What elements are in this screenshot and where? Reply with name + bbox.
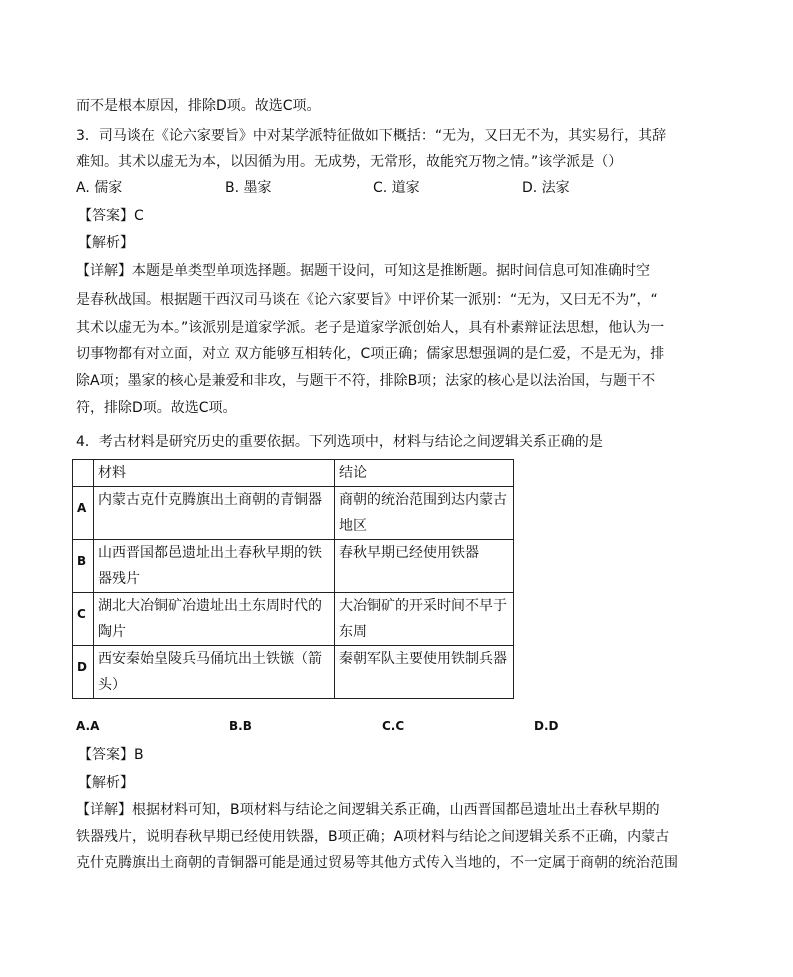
row-label: B bbox=[73, 540, 94, 593]
q3-stem-line1: 3．司马谈在《论六家要旨》中对某学派特征做如下概括：“无为，又曰无不为，其实易行，其辞 bbox=[76, 128, 667, 144]
q4-option-a: A.A bbox=[76, 719, 100, 733]
row-conclusion: 春秋早期已经使用铁器 bbox=[335, 540, 514, 593]
q3-detail-line2: 是春秋战国。根据题干西汉司马谈在《论六家要旨》中评价某一派别：“无为，又曰无不为”，“ bbox=[76, 292, 658, 308]
q4-detail-line3: 克什克腾旗出土商朝的青铜器可能是通过贸易等其他方式传入当地的，不一定属于商朝的统治范围 bbox=[76, 855, 678, 871]
q3-detail-line6: 符，排除D项。故选C项。 bbox=[76, 400, 237, 416]
table-row bbox=[73, 540, 514, 593]
row-conclusion: 秦朝军队主要使用铁制兵器 bbox=[335, 646, 514, 699]
q3-detail-line5: 除A项；墨家的核心是兼爱和非攻，与题干不符，排除B项；法家的核心是以法治国，与题干不 bbox=[76, 373, 656, 389]
q3-detail-line3: 其术以虚无为本。”该派别是道家学派。老子是道家学派创始人，具有朴素辩证法思想，他认为一 bbox=[76, 320, 665, 336]
q3-analysis-label: 【解析】 bbox=[78, 235, 134, 251]
q3-answer: 【答案】C bbox=[78, 208, 144, 224]
row-conclusion: 大冶铜矿的开采时间不早于东周 bbox=[335, 593, 514, 646]
row-label: A bbox=[73, 487, 94, 540]
row-material: 山西晋国都邑遗址出土春秋早期的铁器残片 bbox=[94, 540, 335, 593]
table-row bbox=[73, 646, 514, 699]
table-row bbox=[73, 487, 514, 540]
row-material: 内蒙古克什克腾旗出土商朝的青铜器 bbox=[94, 487, 335, 540]
q3-option-d: D. 法家 bbox=[522, 180, 570, 196]
q4-detail-line2: 铁器残片，说明春秋早期已经使用铁器，B项正确；A项材料与结论之间逻辑关系不正确，内蒙古 bbox=[76, 829, 670, 845]
q4-option-d: D.D bbox=[534, 719, 559, 733]
q4-analysis-label: 【解析】 bbox=[78, 775, 134, 791]
table-header-material: 材料 bbox=[94, 460, 335, 487]
row-label: C bbox=[73, 593, 94, 646]
table-header-blank bbox=[73, 460, 94, 487]
intro-line: 而不是根本原因，排除D项。故选C项。 bbox=[76, 98, 321, 114]
q4-detail-line1: 【详解】根据材料可知，B项材料与结论之间逻辑关系正确，山西晋国都邑遗址出土春秋早期的 bbox=[76, 802, 660, 818]
table-row bbox=[73, 593, 514, 646]
q3-detail-line1: 【详解】本题是单类型单项选择题。据题干设问，可知这是推断题。据时间信息可知准确时空 bbox=[76, 263, 650, 279]
row-material: 西安秦始皇陵兵马俑坑出土铁镞（箭头） bbox=[94, 646, 335, 699]
q4-table bbox=[72, 459, 514, 699]
q3-detail-line4: 切事物都有对立面，对立 双方能够互相转化，C项正确；儒家思想强调的是仁爱，不是无为，排 bbox=[76, 346, 665, 362]
q4-option-b: B.B bbox=[229, 719, 252, 733]
table-header-conclusion: 结论 bbox=[335, 460, 514, 487]
q3-option-b: B. 墨家 bbox=[225, 180, 272, 196]
table-header-row bbox=[73, 460, 514, 487]
q4-answer: 【答案】B bbox=[78, 747, 144, 763]
q4-stem: 4．考古材料是研究历史的重要依据。下列选项中，材料与结论之间逻辑关系正确的是 bbox=[76, 434, 603, 450]
q4-option-c: C.C bbox=[382, 719, 405, 733]
row-label: D bbox=[73, 646, 94, 699]
q3-stem-line2: 难知。其术以虚无为本，以因循为用。无成势，无常形，故能究万物之情。”该学派是（） bbox=[76, 154, 623, 170]
row-material: 湖北大冶铜矿冶遗址出土东周时代的陶片 bbox=[94, 593, 335, 646]
q3-option-c: C. 道家 bbox=[373, 180, 420, 196]
row-conclusion: 商朝的统治范围到达内蒙古地区 bbox=[335, 487, 514, 540]
q3-option-a: A. 儒家 bbox=[76, 180, 123, 196]
